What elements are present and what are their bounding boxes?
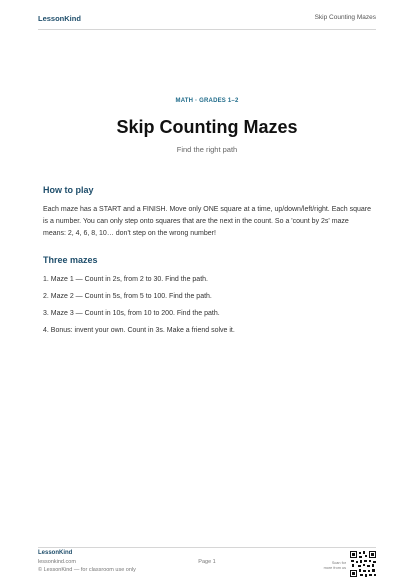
maze-list-item: 4. Bonus: invent your own. Count in 3s. Make a friend solve it. (43, 327, 235, 334)
section-heading-how-to-play: How to play (43, 185, 94, 195)
maze-list-item: 2. Maze 2 — Count in 5s, from 5 to 100. Find the path. (43, 293, 212, 300)
qr-code-icon (350, 551, 376, 577)
header-divider (38, 29, 376, 30)
maze-list (43, 275, 235, 343)
maze-list-item: 1. Maze 1 — Count in 2s, from 2 to 30. Find the path. (43, 276, 208, 283)
footer-copyright: © LessonKind — for classroom use only (38, 567, 136, 573)
instructions-paragraph: Each maze has a START and a FINISH. Move only ONE square at a time, up/down/left/right. Each square is a number. You can only step onto squares that are the next in the count. So a 'count by 2s' maze means: 2, 4, 6, 8, 10… don't step on the wrong number! (43, 206, 371, 237)
footer-website: lessonkind.com (38, 559, 76, 565)
footer-brand: LessonKind (38, 550, 73, 556)
subject-eyebrow: MATH · GRADES 1–2 (175, 98, 239, 104)
brand-name: LessonKind (38, 14, 81, 23)
page-title: Skip Counting Mazes (116, 117, 298, 137)
footer-divider (38, 547, 376, 548)
page-number: Page 1 (198, 559, 216, 565)
page-header (38, 14, 376, 23)
section-heading-three-mazes: Three mazes (43, 255, 98, 265)
page-subtitle: Find the right path (176, 145, 238, 154)
maze-list-item: 3. Maze 3 — Count in 10s, from 10 to 200. Find the path. (43, 310, 220, 317)
qr-caption-line: Scan for (331, 561, 346, 565)
qr-caption (306, 561, 346, 571)
document-title-header: Skip Counting Mazes (314, 14, 376, 21)
qr-caption-line: more from us (323, 566, 346, 570)
